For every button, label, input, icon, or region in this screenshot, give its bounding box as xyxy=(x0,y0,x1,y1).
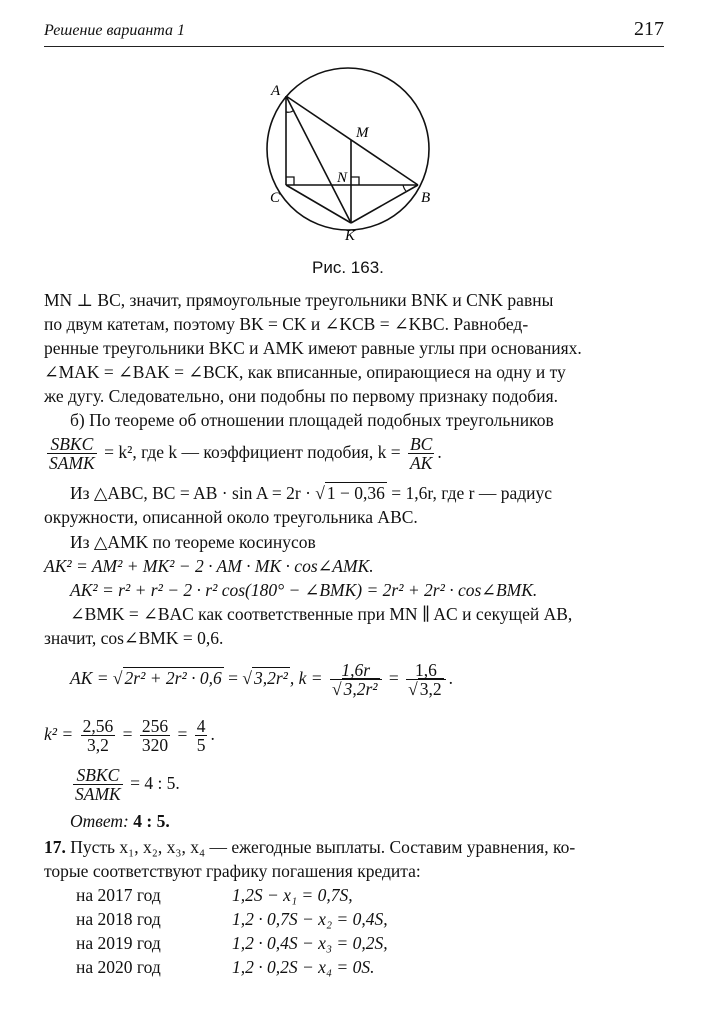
text-line: MN ⊥ BC, значит, прямоугольные треугольники BNK и CNK равны xyxy=(44,290,554,310)
fraction-denominator: AK xyxy=(409,453,433,474)
sqrt-radicand: 2r² + 2r² · 0,6 xyxy=(124,668,222,688)
year-label: на 2018 год xyxy=(76,909,161,929)
fraction-k xyxy=(408,435,434,472)
problem-number: 17. xyxy=(44,837,66,857)
fraction xyxy=(330,661,382,698)
text-segment: Пусть x₁, x₂, x₃, x₄ — ежегодные выплаты. Составим уравнения, ко- xyxy=(70,837,576,857)
fraction-denominator: 320 xyxy=(141,735,169,756)
year-equation: 1,2 · 0,4S − x₃ = 0,2S, xyxy=(232,933,388,953)
fraction-ratio xyxy=(47,435,97,472)
sqrt-radicand: 1 − 0,36 xyxy=(326,483,385,503)
text-segment: , k = xyxy=(289,668,323,688)
figure-caption: Рис. 163. xyxy=(312,258,384,277)
text-line: по двум катетам, поэтому BK = CK и ∠KCB = ∠KBC. Равнобед- xyxy=(44,314,529,334)
point-label-C: C xyxy=(270,190,281,206)
fraction xyxy=(406,661,445,698)
text-segment: = k², где k — коэффициент подобия, k = xyxy=(104,442,401,462)
text-segment: Из △ABC, BC = AB · sin A = 2r · xyxy=(70,483,311,503)
formula-line: Из △ABC, BC = AB · sin A = 2r · √ 1 − 0,36 = 1,6r, где r — радиус xyxy=(70,483,553,503)
fraction xyxy=(195,717,208,754)
point-label-B: B xyxy=(421,190,431,206)
text-line: ∠BMK = ∠BAC как соответственные при MN ∥ AC и секущей AB, xyxy=(70,604,573,624)
year-label: на 2019 год xyxy=(76,933,161,953)
fraction-numerator: SBKC xyxy=(73,766,123,785)
fraction xyxy=(140,717,170,754)
figure-circle-diagram xyxy=(255,58,445,254)
right-angle-mark-C xyxy=(286,177,294,185)
sqrt-radicand: 3,2r² xyxy=(343,679,378,700)
year-label: на 2017 год xyxy=(76,885,161,905)
formula-line: AK² = r² + r² − 2 · r² cos(180° − ∠BMK) = 2r² + 2r² · cos∠BMK. xyxy=(70,580,538,600)
sqrt-radicand: 3,2r² xyxy=(253,668,288,688)
year-equation: 1,2 · 0,7S − x₂ = 0,4S, xyxy=(232,909,388,929)
text-line: ∠MAK = ∠BAK = ∠BCK, как вписанные, опирающиеся на одну и ту xyxy=(44,362,566,382)
text-segment: = 1,6r, где r — радиус xyxy=(391,483,553,503)
text-line xyxy=(44,836,575,858)
text-line: Из △AMK по теореме косинусов xyxy=(70,532,316,552)
formula-line xyxy=(70,762,180,804)
text-line: окружности, описанной около треугольника ABC. xyxy=(44,507,418,527)
angle-arc-B xyxy=(403,185,406,191)
fraction xyxy=(81,717,116,754)
right-angle-mark-N xyxy=(351,177,359,185)
fraction-denominator: SAMK xyxy=(49,453,95,474)
fraction-numerator: 1,6 xyxy=(406,661,445,680)
fraction-denominator: 5 xyxy=(196,735,206,756)
point-label-A: A xyxy=(271,83,281,99)
text-line: значит, cos∠BMK = 0,6. xyxy=(44,628,224,648)
header-title: Решение варианта 1 xyxy=(44,22,186,39)
text-line: б) По теореме об отношении площадей подобных треугольников xyxy=(70,410,554,430)
year-label: на 2020 год xyxy=(76,957,161,977)
text-segment: = xyxy=(177,724,188,744)
sqrt-radicand: 3,2 xyxy=(419,679,442,700)
circumcircle xyxy=(267,68,429,230)
text-line: же дугу. Следовательно, они подобны по первому признаку подобия. xyxy=(44,386,559,406)
answer-line xyxy=(70,810,170,832)
fraction-numerator: SBKC xyxy=(47,435,97,454)
formula-line: $\frac{\text{SBKC}}{\text{SAMK}}$ = k², где k — коэффициент подобия, k = $\frac{BC}{AK}$ . xyxy=(49,434,442,474)
fraction-denominator: √ 3,2 xyxy=(408,679,442,700)
text-segment: = xyxy=(388,668,399,688)
text-line: торые соответствуют графику погашения кредита: xyxy=(44,861,421,881)
text-segment: = xyxy=(122,724,133,744)
text-segment: = xyxy=(228,668,238,688)
fraction-numerator: BC xyxy=(409,434,433,455)
segment-AB xyxy=(286,96,418,185)
fraction-numerator: 256 xyxy=(141,716,169,737)
text-line: ренные треугольники BKC и AMK имеют равные углы при основаниях. xyxy=(44,338,582,358)
fraction-numerator: 2,56 xyxy=(82,716,114,737)
formula-line: k² = $\frac{2,56}{3,2}$ = $\frac{256}{320}$ = $\frac{4}{5}$ . xyxy=(44,716,215,756)
point-label-N: N xyxy=(337,170,348,186)
answer-value: 4 : 5. xyxy=(133,811,170,831)
point-label-K: K xyxy=(345,228,356,244)
fraction-numerator: 1,6r xyxy=(330,661,382,680)
point-label-M: M xyxy=(356,125,369,141)
fraction-numerator: 4 xyxy=(196,716,206,737)
fraction-denominator: 3,2 xyxy=(86,735,109,756)
year-equation: 1,2 · 0,2S − x₄ = 0S. xyxy=(232,957,375,977)
angle-arc-A xyxy=(286,110,294,112)
fraction-denominator: SAMK xyxy=(75,784,121,805)
page-number: 217 xyxy=(634,18,664,40)
fraction-denominator: √ 3,2r² xyxy=(331,679,378,700)
running-header xyxy=(44,18,664,47)
text-segment: k² = xyxy=(44,724,74,744)
text-segment: AK = xyxy=(70,668,109,688)
formula-line: AK = √ 2r² + 2r² · 0,6 = √ 3,2r² , k = $\frac{1,6r}{\text{√ 3,2r²}}$ = $\frac{1,6}{√ 3,2}$ . xyxy=(70,660,453,700)
year-equation: 1,2S − x₁ = 0,7S, xyxy=(232,885,353,905)
fraction xyxy=(73,766,123,803)
formula-line: AK² = AM² + MK² − 2 · AM · MK · cos∠AMK. xyxy=(44,556,374,576)
answer-label: Ответ: xyxy=(70,811,129,831)
text-segment: = 4 : 5. xyxy=(130,773,180,793)
